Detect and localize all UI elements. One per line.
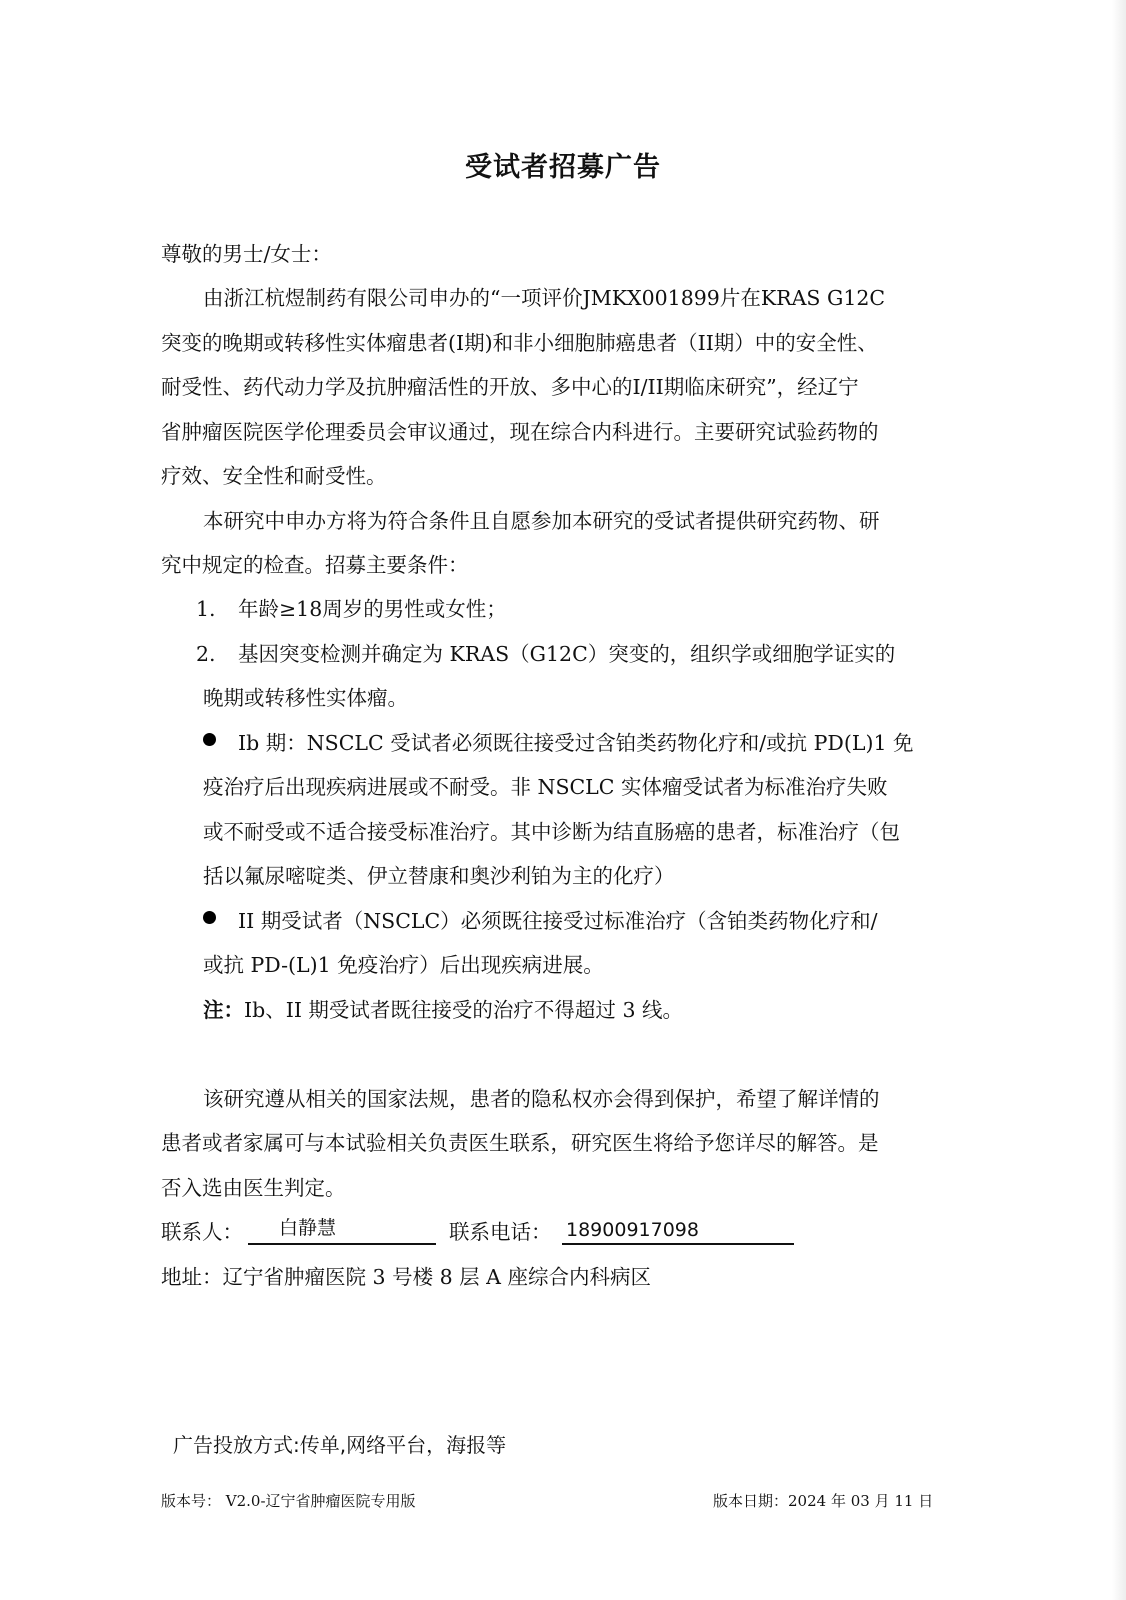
privacy-line: 否入选由医生判定。 — [161, 1176, 346, 1200]
contact-person-underline — [248, 1243, 436, 1245]
intro-line: 突变的晚期或转移性实体瘤患者(I期)和非小细胞肺癌患者（II期）中的安全性、 — [161, 331, 878, 355]
note — [203, 996, 683, 1024]
greeting: 尊敬的男士/女士： — [161, 242, 332, 266]
bullet-text: Ib 期：NSCLC 受试者必须既往接受过含铂类药物化疗和/或抗 PD(L)1 免 — [238, 731, 914, 755]
contact-person-label: 联系人： — [161, 1220, 243, 1244]
criteria-text: 基因突变检测并确定为 KRAS（G12C）突变的，组织学或细胞学证实的 — [238, 642, 896, 666]
intro-line: 省肿瘤医院医学伦理委员会审议通过，现在综合内科进行。主要研究试验药物的 — [161, 420, 879, 444]
privacy-line: 患者或者家属可与本试验相关负责医生联系，研究医生将给予您详尽的解答。是 — [161, 1131, 879, 1155]
intro-line: 由浙江杭煜制药有限公司申办的“一项评价JMKX001899片在KRAS G12C — [203, 286, 886, 310]
bullet-text: 或抗 PD-(L)1 免疫治疗）后出现疾病进展。 — [203, 953, 604, 977]
page-title: 受试者招募广告 — [465, 152, 661, 183]
ad-method: 广告投放方式:传单,网络平台，海报等 — [173, 1433, 507, 1457]
contact-phone-value: 18900917098 — [566, 1219, 699, 1241]
criteria-number: 2. — [196, 642, 216, 666]
intro-line: 耐受性、药代动力学及抗肿瘤活性的开放、多中心的I/II期临床研究”，经辽宁 — [161, 375, 859, 399]
bullet-icon — [203, 733, 216, 746]
criteria-number: 1. — [196, 597, 216, 621]
intro-line: 疗效、安全性和耐受性。 — [161, 464, 387, 488]
provide-line: 本研究中申办方将为符合条件且自愿参加本研究的受试者提供研究药物、研 — [203, 509, 880, 533]
bullet-text: 括以氟尿嘧啶类、伊立替康和奥沙利铂为主的化疗） — [203, 864, 675, 888]
provide-line: 究中规定的检查。招募主要条件： — [161, 553, 469, 577]
criteria-text: 晚期或转移性实体瘤。 — [203, 686, 408, 710]
note-label: 注： — [203, 998, 244, 1022]
bullet-text: II 期受试者（NSCLC）必须既往接受过标准治疗（含铂类药物化疗和/ — [238, 909, 878, 933]
contact-person-value: 白静慧 — [279, 1217, 337, 1239]
page-edge-shadow — [1112, 0, 1126, 1600]
bullet-text: 疫治疗后出现疾病进展或不耐受。非 NSCLC 实体瘤受试者为标准治疗失败 — [203, 775, 888, 799]
note-text: Ib、II 期受试者既往接受的治疗不得超过 3 线。 — [244, 998, 684, 1022]
footer-date: 版本日期：2024 年 03 月 11 日 — [713, 1492, 934, 1510]
contact-phone-underline — [562, 1243, 794, 1245]
contact-phone-label: 联系电话： — [449, 1220, 552, 1244]
criteria-text: 年龄≥18周岁的男性或女性； — [238, 597, 507, 621]
bullet-icon — [203, 911, 216, 924]
address: 地址：辽宁省肿瘤医院 3 号楼 8 层 A 座综合内科病区 — [161, 1265, 651, 1289]
footer-version: 版本号： V2.0-辽宁省肿瘤医院专用版 — [161, 1492, 416, 1510]
privacy-line: 该研究遵从相关的国家法规，患者的隐私权亦会得到保护，希望了解详情的 — [203, 1087, 880, 1111]
bullet-text: 或不耐受或不适合接受标准治疗。其中诊断为结直肠癌的患者，标准治疗（包 — [203, 820, 900, 844]
